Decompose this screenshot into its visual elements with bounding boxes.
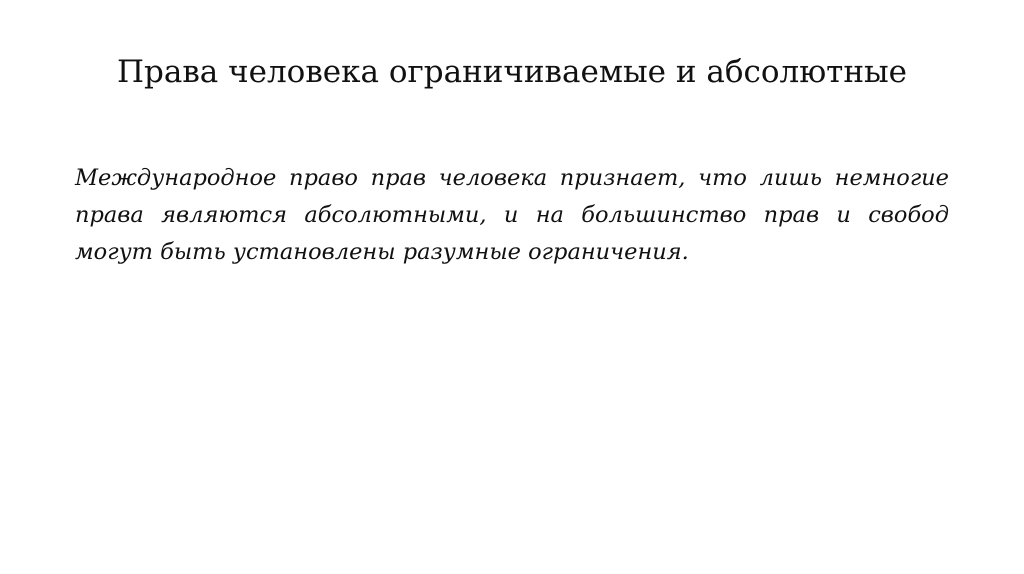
slide-title: Права человека ограничиваемые и абсолютные (116, 54, 908, 90)
slide-body-text: Международное право прав человека признает, что лишь немногие права являются абсолютными, и на большинство прав и свобод могут быть установлены разумные ограничения. (75, 165, 949, 265)
